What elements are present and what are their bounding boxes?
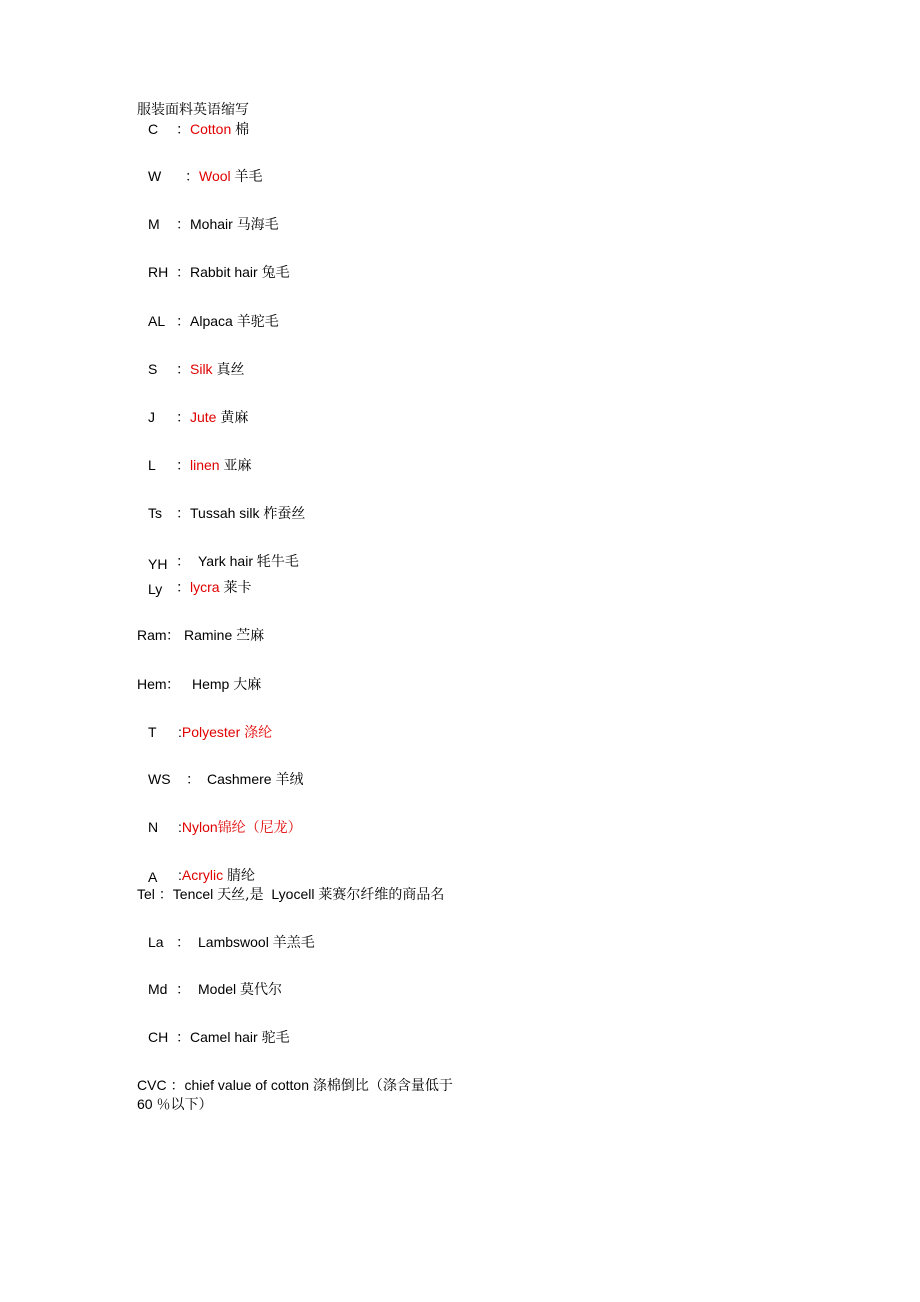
entry-chinese: 莱卡 <box>223 580 252 596</box>
entry-separator: ： <box>176 121 190 137</box>
entry-chinese: 马海毛 <box>236 217 279 233</box>
entry-separator: ： <box>176 264 190 280</box>
entry-chinese: 羊绒 <box>275 772 304 788</box>
entry-chinese: 亚麻 <box>223 458 252 474</box>
entry-row <box>148 552 299 571</box>
entry-separator: ： <box>176 505 190 521</box>
entry-chinese: 羊驼毛 <box>236 314 279 330</box>
entry-abbr: L <box>148 457 156 473</box>
entry-english: Ramine <box>184 627 233 643</box>
entry-row <box>148 578 251 597</box>
entry-row <box>148 818 302 837</box>
entry-chinese: 苎麻 <box>236 628 265 644</box>
entry-chinese: 羊羔毛 <box>272 935 315 951</box>
entry-english: Mohair <box>190 216 233 232</box>
entry-abbr: T <box>148 724 157 740</box>
entry-separator: ： <box>176 409 190 425</box>
entry-english: lycra <box>190 579 220 595</box>
entry-chinese: 锦纶（尼龙） <box>217 820 302 836</box>
cvc-chinese: 涤棉倒比（涤含量低于 <box>312 1078 453 1094</box>
entry-english: Wool <box>199 168 231 184</box>
cvc-english: chief value of cotton <box>184 1077 309 1093</box>
entry-row <box>148 770 303 789</box>
entry-chinese: 羊毛 <box>234 169 263 185</box>
entry-english: Camel hair <box>190 1029 258 1045</box>
entry-row <box>148 120 249 139</box>
entry-row <box>148 263 290 282</box>
entry-abbr: La <box>148 934 164 950</box>
entry-english: Silk <box>190 361 213 377</box>
entry-row <box>148 504 305 523</box>
cvc-chinese-continued: ％以下） <box>156 1097 213 1113</box>
entry-row <box>148 866 255 885</box>
entry-separator: : <box>178 819 182 835</box>
entry-row <box>148 312 279 331</box>
entry-english-secondary: Lyocell <box>271 886 315 902</box>
entry-abbr: Ts <box>148 505 162 521</box>
entry-abbr: Ram <box>137 627 167 643</box>
entry-english: Tussah silk <box>190 505 260 521</box>
entry-row <box>148 1028 290 1047</box>
entry-english: Cotton <box>190 121 232 137</box>
entry-chinese: 棉 <box>235 122 250 138</box>
entry-chinese: 真丝 <box>216 362 245 378</box>
entry-abbr: Tel <box>137 886 155 902</box>
entry-english: Jute <box>190 409 217 425</box>
entry-separator: ： <box>176 934 190 950</box>
entry-chinese: 涤纶 <box>244 725 273 741</box>
entry-english: Alpaca <box>190 313 233 329</box>
entry-chinese: 柞蚕丝 <box>263 506 306 522</box>
entry-separator: ： <box>176 579 190 595</box>
entry-english: Tencel <box>172 886 214 902</box>
entry-row <box>148 456 251 475</box>
entry-row <box>148 933 315 952</box>
entry-separator: ： <box>176 981 190 997</box>
entry-chinese: 黄麻 <box>220 410 249 426</box>
cvc-row-continued <box>137 1095 212 1114</box>
entry-separator: ： <box>176 216 190 232</box>
entry-separator: ： <box>166 627 180 643</box>
entry-separator: ： <box>176 361 190 377</box>
entry-abbr: S <box>148 361 158 377</box>
entry-row <box>137 885 444 904</box>
cvc-separator: ： <box>170 1077 185 1093</box>
entry-row <box>148 408 248 427</box>
entry-chinese: 大麻 <box>233 677 262 693</box>
entry-english: Nylon <box>181 819 218 835</box>
entry-row <box>148 980 282 999</box>
entry-separator: ： <box>176 313 190 329</box>
entry-abbr: Md <box>148 981 168 997</box>
entry-english: linen <box>190 457 220 473</box>
entry-abbr: W <box>148 168 162 184</box>
entry-abbr: CH <box>148 1029 169 1045</box>
entry-english: Hemp <box>192 676 230 692</box>
entry-english: Rabbit hair <box>190 264 258 280</box>
entry-row <box>148 167 263 186</box>
document-title: 服装面料英语缩写 <box>137 102 249 118</box>
cvc-number: 60 <box>137 1096 153 1112</box>
entry-abbr: Ly <box>148 581 163 597</box>
entry-separator: ： <box>176 1029 190 1045</box>
entry-separator: ： <box>176 553 190 569</box>
entry-english: Polyester <box>181 724 241 740</box>
entry-abbr: AL <box>148 313 166 329</box>
entry-row <box>148 723 272 742</box>
entry-chinese: 腈纶 <box>227 868 256 884</box>
entry-abbr: YH <box>148 556 168 572</box>
cvc-row <box>137 1076 453 1095</box>
entry-abbr: RH <box>148 264 169 280</box>
entry-abbr: N <box>148 819 159 835</box>
entry-separator: ： <box>186 771 200 787</box>
entry-chinese: 牦牛毛 <box>256 554 299 570</box>
entry-abbr: J <box>148 409 155 425</box>
entry-abbr: C <box>148 121 159 137</box>
entry-separator: ： <box>176 457 190 473</box>
entry-abbr: WS <box>148 771 171 787</box>
entry-abbr: M <box>148 216 160 232</box>
entry-english: Acrylic <box>181 867 224 883</box>
cvc-abbr: CVC <box>137 1077 167 1093</box>
entry-chinese: 驼毛 <box>261 1030 290 1046</box>
entry-chinese: 莫代尔 <box>240 982 283 998</box>
entry-separator: ： <box>185 168 199 184</box>
entry-abbr: Hem <box>137 676 167 692</box>
entry-english: Lambswool <box>198 934 269 950</box>
entry-row <box>137 675 261 694</box>
entry-abbr: A <box>148 869 158 885</box>
entry-english: Yark hair <box>198 553 253 569</box>
entry-separator: ： <box>166 676 180 692</box>
entry-separator: : <box>178 867 182 883</box>
entry-row <box>148 215 279 234</box>
entry-english: Model <box>198 981 237 997</box>
entry-chinese: 天丝,是 <box>217 887 264 903</box>
entry-row <box>137 626 264 645</box>
entry-english: Cashmere <box>207 771 272 787</box>
entry-separator: : <box>178 724 182 740</box>
entry-chinese-secondary: 莱赛尔纤维的商品名 <box>318 887 445 903</box>
entry-row <box>148 360 244 379</box>
entry-chinese: 兔毛 <box>261 265 290 281</box>
entry-separator: ： <box>158 886 173 902</box>
